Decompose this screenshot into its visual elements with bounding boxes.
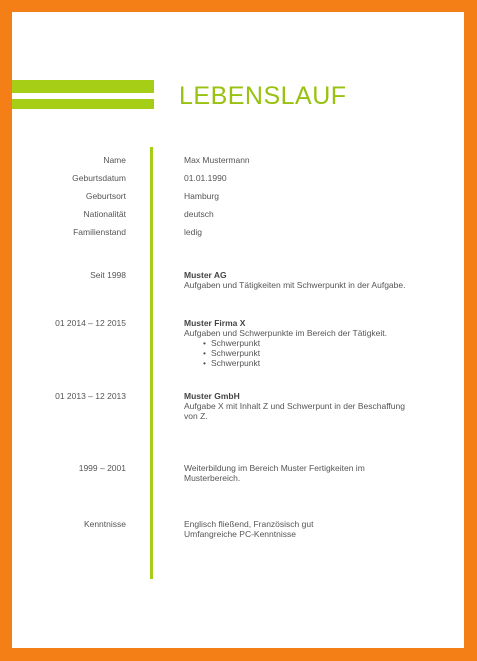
label-name: Name — [103, 155, 126, 165]
value-birthdate: 01.01.1990 — [184, 173, 227, 183]
timeline-divider — [150, 147, 153, 579]
document-title: LEBENSLAUF — [179, 82, 347, 110]
label-birthplace: Geburtsort — [85, 191, 126, 201]
experience-company: Muster Firma X — [184, 318, 246, 328]
skills-line: Englisch fließend, Französisch gut — [184, 519, 314, 529]
experience-period: 01 2014 – 12 2015 — [55, 318, 126, 328]
experience-entry — [184, 318, 414, 368]
skills-entry — [184, 519, 414, 539]
label-marital-status: Familienstand — [73, 227, 126, 237]
experience-entry — [184, 270, 414, 290]
bullet-item: • Schwerpunkt — [212, 358, 414, 368]
experience-period: 01 2013 – 12 2013 — [55, 391, 126, 401]
bullet-item: • Schwerpunkt — [212, 348, 414, 358]
experience-entry — [184, 391, 414, 421]
education-period: 1999 – 2001 — [78, 463, 126, 473]
accent-bar-top — [12, 80, 154, 93]
label-nationality: Nationalität — [83, 209, 126, 219]
resume-page — [12, 12, 464, 648]
bullet-list — [184, 338, 414, 368]
experience-description: Aufgaben und Schwerpunkte im Bereich der Tätigkeit. — [184, 328, 388, 338]
accent-bar-bottom — [12, 99, 154, 109]
skills-line: Umfangreiche PC-Kenntnisse — [184, 529, 296, 539]
value-nationality: deutsch — [184, 209, 214, 219]
experience-period: Seit 1998 — [90, 270, 126, 280]
value-birthplace: Hamburg — [184, 191, 219, 201]
education-description: Weiterbildung im Bereich Muster Fertigkeiten im Musterbereich. — [184, 463, 365, 483]
bullet-item: • Schwerpunkt — [212, 338, 414, 348]
value-name: Max Mustermann — [184, 155, 250, 165]
value-marital-status: ledig — [184, 227, 202, 237]
experience-description: Aufgabe X mit Inhalt Z und Schwerpunt in der Beschaffung von Z. — [184, 401, 405, 421]
skills-label: Kenntnisse — [83, 519, 126, 529]
label-birthdate: Geburtsdatum — [72, 173, 126, 183]
experience-description: Aufgaben und Tätigkeiten mit Schwerpunkt in der Aufgabe. — [184, 280, 406, 290]
experience-company: Muster GmbH — [184, 391, 240, 401]
experience-company: Muster AG — [184, 270, 227, 280]
